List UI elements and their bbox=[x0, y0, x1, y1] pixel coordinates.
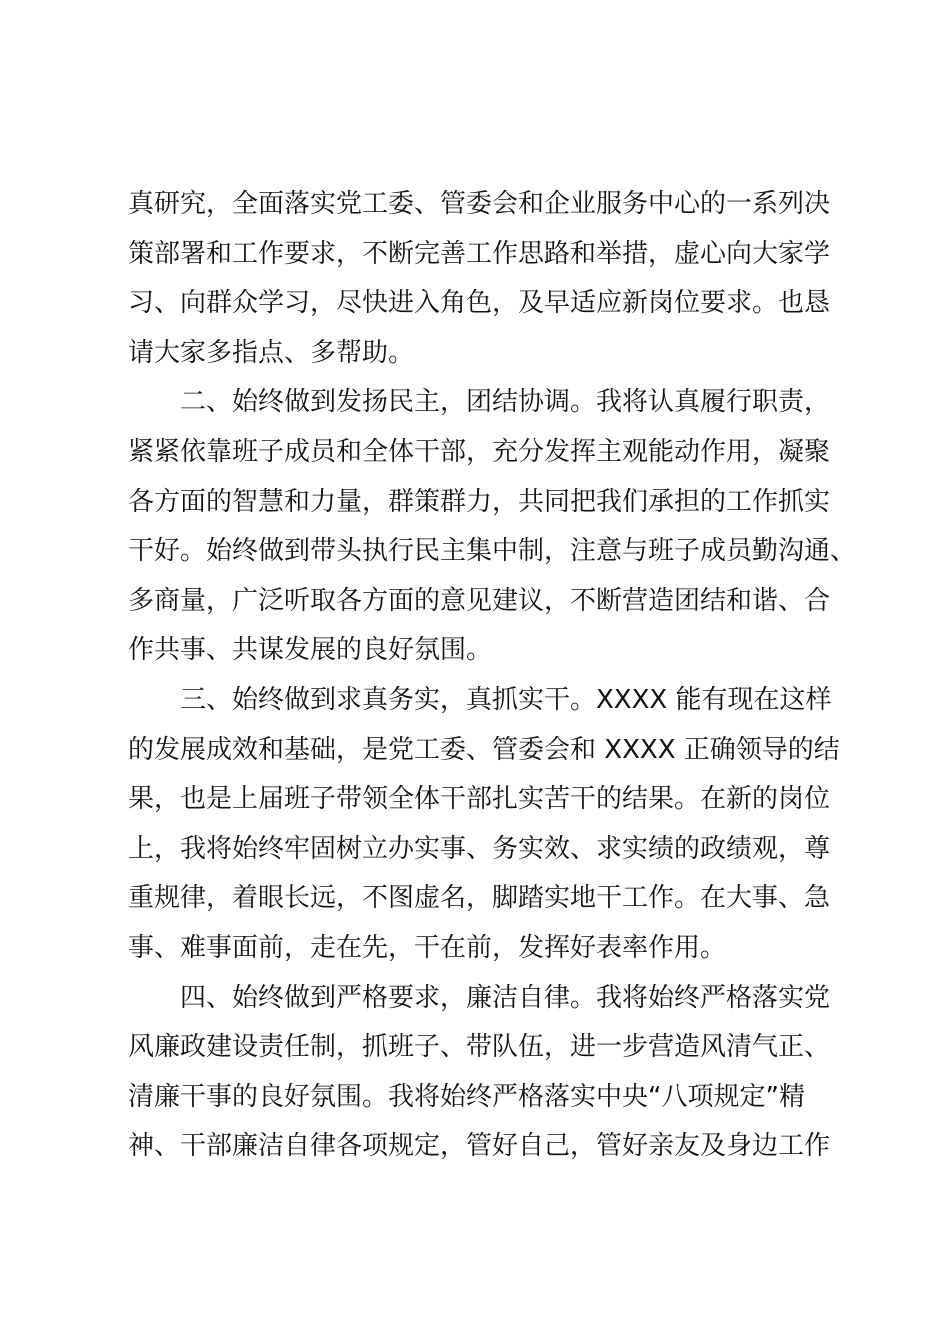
text-line: 习、向群众学习，尽快进入角色，及早适应新岗位要求。也恳 bbox=[128, 288, 831, 319]
text-line: 风廉政建设责任制，抓班子、带队伍，进一步营造风清气正、 bbox=[128, 1032, 831, 1063]
paragraph-3-start: 三、始终做到求真务实，真抓实干。XXXX 能有现在这样 bbox=[180, 684, 832, 715]
text-line: 果，也是上届班子带领全体干部扎实苦干的结果。在新的岗位 bbox=[128, 784, 831, 815]
text-line: 各方面的智慧和力量，群策群力，共同把我们承担的工作抓实 bbox=[128, 486, 831, 517]
text-line: 上，我将始终牢固树立办实事、务实效、求实绩的政绩观，尊 bbox=[128, 833, 831, 864]
text-line: 请大家多指点、多帮助。 bbox=[128, 337, 415, 368]
text-line: 干好。始终做到带头执行民主集中制，注意与班子成员勤沟通、 bbox=[128, 536, 857, 567]
paragraph-2-start: 二、始终做到发扬民主，团结协调。我将认真履行职责， bbox=[180, 387, 831, 418]
paragraph-4-start: 四、始终做到严格要求，廉洁自律。我将始终严格落实党 bbox=[180, 982, 831, 1013]
text-line: 的发展成效和基础，是党工委、管委会和 XXXX 正确领导的结 bbox=[128, 734, 840, 765]
text-line: 作共事、共谋发展的良好氛围。 bbox=[128, 635, 493, 666]
body-text bbox=[128, 180, 888, 1172]
text-line: 神、干部廉洁自律各项规定，管好自己，管好亲友及身边工作 bbox=[128, 1131, 831, 1162]
text-line: 真研究，全面落实党工委、管委会和企业服务中心的一系列决 bbox=[128, 189, 831, 219]
text-line: 紧紧依靠班子成员和全体干部，充分发挥主观能动作用，凝聚 bbox=[128, 436, 831, 467]
text-line: 重规律，着眼长远，不图虚名，脚踏实地干工作。在大事、急 bbox=[128, 883, 831, 914]
text-line: 清廉干事的良好氛围。我将始终严格落实中央“八项规定”精 bbox=[128, 1081, 805, 1112]
text-line: 多商量，广泛听取各方面的意见建议，不断营造团结和谐、合 bbox=[128, 585, 831, 616]
text-line: 事、难事面前，走在先，干在前，发挥好表率作用。 bbox=[128, 932, 727, 963]
text-line: 策部署和工作要求，不断完善工作思路和举措，虚心向大家学 bbox=[128, 238, 831, 269]
